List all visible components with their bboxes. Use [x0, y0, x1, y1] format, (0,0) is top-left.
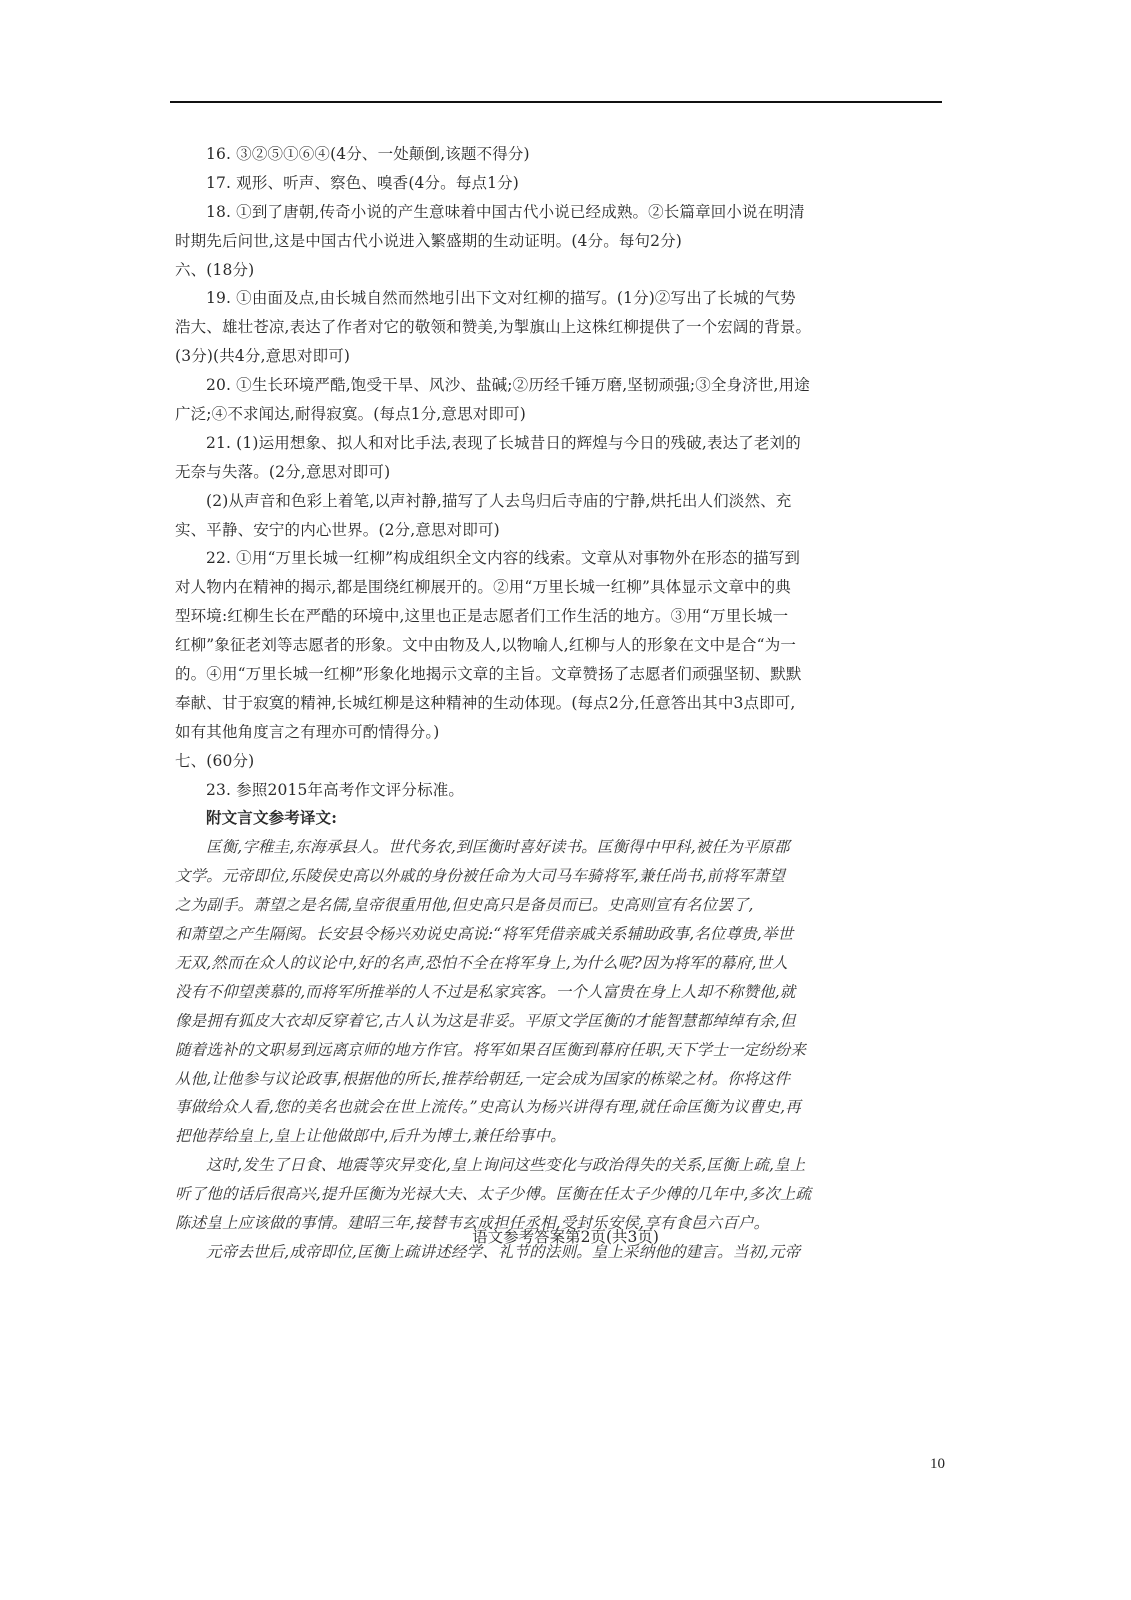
text-line: 六、(18分)	[175, 260, 255, 279]
text-line: 实、平静、安宁的内心世界。(2分,意思对即可)	[175, 520, 500, 539]
text-line: 的。④用“万里长城一红柳”形象化地揭示文章的主旨。文章赞扬了志愿者们顽强坚韧、默默	[175, 665, 802, 684]
text-line: 匡衡,字稚圭,东海承县人。世代务农,到匡衡时喜好读书。匡衡得中甲科,被任为平原郡	[206, 838, 790, 857]
text-line: 22. ①用“万里长城一红柳”构成组织全文内容的线索。文章从对事物外在形态的描写到	[206, 549, 801, 568]
header-rule	[170, 101, 942, 103]
text-line: 如有其他角度言之有理亦可酌情得分。)	[175, 722, 440, 741]
text-line: 浩大、雄壮苍凉,表达了作者对它的敬领和赞美,为掣旗山上这株红柳提供了一个宏阔的背景。	[175, 318, 812, 337]
text-line: 红柳”象征老刘等志愿者的形象。文中由物及人,以物喻人,红柳与人的形象在文中是合“为一	[175, 636, 797, 655]
text-line: 七、(60分)	[175, 751, 255, 770]
text-line: 文学。元帝即位,乐陵侯史高以外戚的身份被任命为大司马车骑将军,兼任尚书,前将军萧望	[175, 867, 785, 886]
text-line: 从他,让他参与议论政事,根据他的所长,推荐给朝廷,一定会成为国家的栋梁之材。你将这件	[175, 1069, 791, 1088]
text-line: 把他荐给皇上,皇上让他做郎中,后升为博士,兼任给事中。	[175, 1127, 566, 1146]
text-line: 17. 观形、听声、察色、嗅香(4分。每点1分)	[206, 173, 519, 192]
text-line: 像是拥有狐皮大衣却反穿着它,古人认为这是非妥。平原文学匡衡的才能智慧都绰绰有余,但	[175, 1011, 796, 1030]
text-line: 元帝去世后,成帝即位,匡衡上疏讲述经学、礼节的法则。皇上采纳他的建言。当初,元帝	[206, 1242, 801, 1261]
text-line: 19. ①由面及点,由长城自然而然地引出下文对红柳的描写。(1分)②写出了长城的气势	[206, 289, 796, 308]
text-line: 18. ①到了唐朝,传奇小说的产生意味着中国古代小说已经成熟。②长篇章回小说在明清	[206, 202, 805, 221]
text-line: 21. (1)运用想象、拟人和对比手法,表现了长城昔日的辉煌与今日的残破,表达了老刘的	[206, 433, 801, 452]
text-line: 对人物内在精神的揭示,都是围绕红柳展开的。②用“万里长城一红柳”具体显示文章中的典	[175, 578, 791, 597]
text-line: (3分)(共4分,意思对即可)	[175, 347, 351, 366]
text-line: 时期先后问世,这是中国古代小说进入繁盛期的生动证明。(4分。每句2分)	[175, 231, 682, 250]
text-line: 和萧望之产生隔阂。长安县令杨兴劝说史高说:“将军凭借亲戚关系辅助政事,名位尊贵,举世	[175, 925, 794, 944]
page-number: 10	[930, 1456, 945, 1472]
text-line: 无奈与失落。(2分,意思对即可)	[175, 462, 391, 481]
text-line: 陈述皇上应该做的事情。建昭三年,接替韦玄成担任丞相,受封乐安侯,享有食邑六百户。	[175, 1213, 770, 1232]
text-line: 这时,发生了日食、地震等灾异变化,皇上询问这些变化与政治得失的关系,匡衡上疏,皇上	[206, 1156, 806, 1175]
text-line: (2)从声音和色彩上着笔,以声衬静,描写了人去鸟归后寺庙的宁静,烘托出人们淡然、充	[206, 491, 792, 510]
text-line: 型环境:红柳生长在严酷的环境中,这里也正是志愿者们工作生活的地方。③用“万里长城一	[175, 607, 789, 626]
page-footer: 语文参考答案第2页(共3页)	[472, 1228, 659, 1246]
text-line: 听了他的话后很高兴,提升匡衡为光禄大夫、太子少傅。匡衡在任太子少傅的几年中,多次上疏	[175, 1185, 812, 1204]
text-line: 附文言文参考译文:	[206, 808, 338, 828]
text-line: 16. ③②⑤①⑥④(4分、一处颠倒,该题不得分)	[206, 145, 530, 163]
answer-key-body	[175, 140, 935, 1267]
text-line: 23. 参照2015年高考作文评分标准。	[206, 780, 465, 799]
text-line: 之为副手。萧望之是名儒,皇帝很重用他,但史高只是备员而已。史高则宣有名位罢了,	[175, 896, 754, 915]
text-line: 没有不仰望羡慕的,而将军所推举的人不过是私家宾客。一个人富贵在身上人却不称赞他,就	[175, 982, 796, 1001]
text-line: 随着选补的文职易到远离京师的地方作官。将军如果召匡衡到幕府任职,天下学士一定纷纷来	[175, 1040, 807, 1059]
text-line: 20. ①生长环境严酷,饱受干旱、风沙、盐碱;②历经千锤万磨,坚韧顽强;③全身济世,用途	[206, 376, 810, 395]
text-line: 事做给众人看,您的美名也就会在世上流传。”史高认为杨兴讲得有理,就任命匡衡为议曹史,再	[175, 1098, 801, 1117]
text-line: 广泛;④不求闻达,耐得寂寞。(每点1分,意思对即可)	[175, 405, 526, 424]
text-line: 奉献、甘于寂寞的精神,长城红柳是这种精神的生动体现。(每点2分,任意答出其中3点即可,	[175, 693, 796, 712]
text-line: 无双,然而在众人的议论中,好的名声,恐怕不全在将军身上,为什么呢?因为将军的幕府,世人	[175, 953, 788, 972]
